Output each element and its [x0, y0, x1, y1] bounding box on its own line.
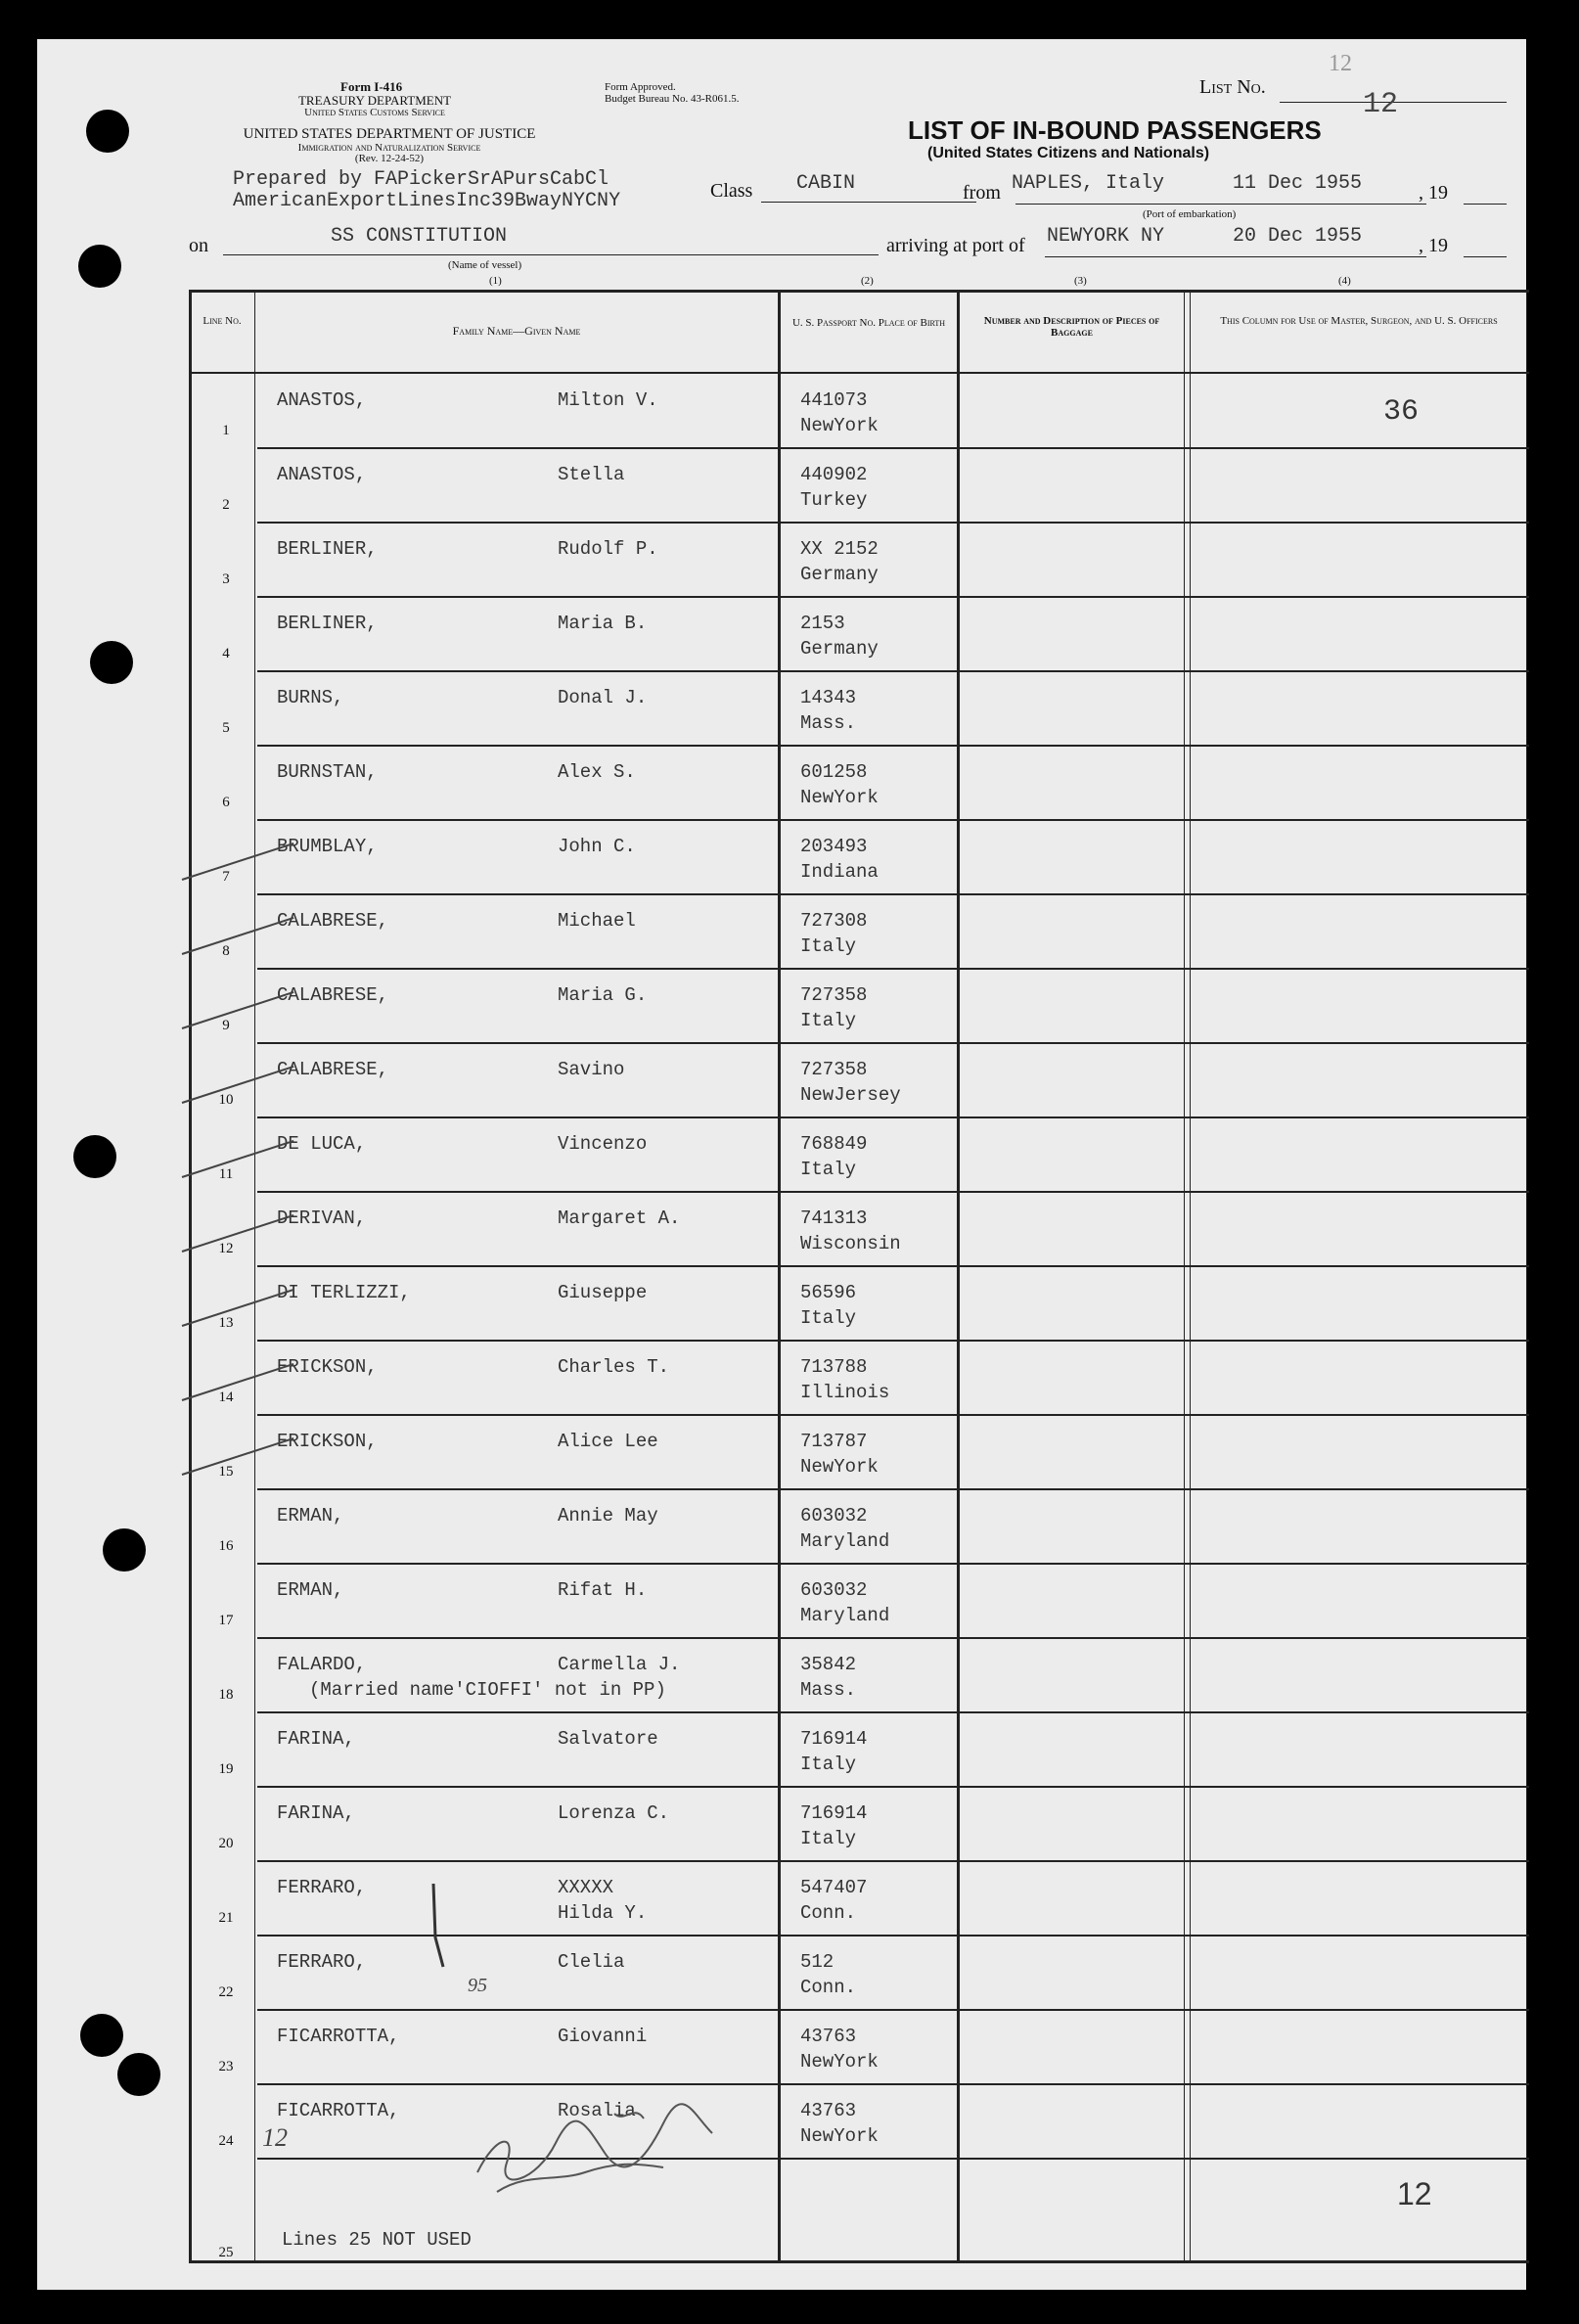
- customs-service: United States Customs Service: [304, 107, 445, 118]
- place-of-birth: NewYork: [800, 787, 879, 808]
- line-number: 10: [218, 1092, 234, 1108]
- table-row: [37, 1489, 1526, 1564]
- line-number: 13: [218, 1315, 234, 1331]
- family-name: BURNS,: [277, 687, 344, 708]
- family-name: BRUMBLAY,: [277, 836, 378, 857]
- passport-number: 727358: [800, 984, 868, 1006]
- binder-hole: [86, 110, 129, 153]
- family-name: FICARROTTA,: [277, 2026, 400, 2047]
- place-of-birth: Italy: [800, 1159, 857, 1180]
- family-name: CALABRESE,: [277, 984, 389, 1006]
- family-name: CALABRESE,: [277, 1059, 389, 1080]
- passport-number: XX 2152: [800, 538, 879, 560]
- treasury-dept: TREASURY DEPARTMENT: [297, 93, 452, 108]
- vessel-name: SS CONSTITUTION: [331, 225, 508, 248]
- passport-number: 441073: [800, 389, 868, 411]
- form-approved: Form Approved.: [605, 81, 676, 93]
- table-row: [37, 1043, 1526, 1117]
- place-of-birth: NewYork: [800, 415, 879, 436]
- line-number: 22: [218, 1984, 234, 2000]
- place-of-birth: Mass.: [800, 712, 857, 734]
- place-of-birth: NewYork: [800, 2125, 879, 2147]
- vessel-label: (Name of vessel): [448, 259, 522, 271]
- line-number: 9: [222, 1018, 230, 1033]
- col-name: Family Name—Given Name: [452, 324, 581, 338]
- passport-number: 2153: [800, 613, 845, 634]
- passport-number: 716914: [800, 1728, 868, 1750]
- revision: (Rev. 12-24-52): [354, 153, 425, 164]
- place-of-birth: Illinois: [800, 1382, 890, 1403]
- given-name: Donal J.: [558, 687, 648, 708]
- line-number: 12: [218, 1241, 234, 1256]
- table-right-border: [1526, 290, 1527, 2260]
- prepared-by-line2: AmericanExportLinesInc39BwayNYCNY: [233, 190, 621, 212]
- bracket-mark: [424, 1879, 463, 1977]
- family-name: BURNSTAN,: [277, 761, 378, 783]
- given-name: Rosalia: [558, 2100, 636, 2121]
- line-number: 8: [222, 943, 230, 959]
- line-number: 2: [222, 497, 230, 513]
- class-value: CABIN: [796, 172, 856, 195]
- family-name: FARINA,: [277, 1728, 355, 1750]
- line-number: 16: [218, 1538, 234, 1554]
- given-name: Michael: [558, 910, 636, 932]
- year-suffix: , 19: [1419, 182, 1448, 204]
- given-name: Maria B.: [558, 613, 648, 634]
- family-name: BERLINER,: [277, 538, 378, 560]
- port-embark-label: (Port of embarkation): [1143, 208, 1237, 220]
- line-number: 25: [218, 2245, 234, 2260]
- table-bottom-rule: [189, 2260, 1529, 2263]
- binder-hole: [90, 641, 133, 684]
- given-name: XXXXX: [558, 1877, 614, 1898]
- vessel-underline: [223, 254, 879, 255]
- table-row: [37, 1117, 1526, 1192]
- family-name: CALABRESE,: [277, 910, 389, 932]
- family-name: BERLINER,: [277, 613, 378, 634]
- binder-hole: [117, 2053, 160, 2096]
- passport-number: 43763: [800, 2026, 857, 2047]
- given-name: Stella: [558, 464, 625, 485]
- family-name: FARINA,: [277, 1802, 355, 1824]
- passport-number: 35842: [800, 1654, 857, 1675]
- line-number: 5: [222, 720, 230, 736]
- family-name: ANASTOS,: [277, 389, 367, 411]
- table-row: [37, 1415, 1526, 1489]
- given-name: Milton V.: [558, 389, 658, 411]
- place-of-birth: Italy: [800, 935, 857, 957]
- table-row: [37, 894, 1526, 969]
- family-name: FERRARO,: [277, 1951, 367, 1973]
- year-underline-2: [1464, 256, 1507, 257]
- given-name: Salvatore: [558, 1728, 658, 1750]
- line-number: 21: [218, 1910, 234, 1926]
- line-number: 1: [222, 423, 230, 438]
- table-row: [37, 2010, 1526, 2084]
- from-date: 11 Dec 1955: [1233, 172, 1363, 195]
- given-name: Rudolf P.: [558, 538, 658, 560]
- family-name: DE LUCA,: [277, 1133, 367, 1155]
- passport-number: 547407: [800, 1877, 868, 1898]
- manifest-page: [37, 39, 1526, 2290]
- arrival-underline: [1045, 256, 1426, 257]
- prepared-by-line1: Prepared by FAPickerSrAPursCabCl: [233, 168, 609, 191]
- col-num-4: (4): [1338, 275, 1351, 287]
- given-name: Carmella J.: [558, 1654, 681, 1675]
- line-number: 14: [218, 1390, 234, 1405]
- table-row: [37, 1564, 1526, 1638]
- line-number: 7: [222, 869, 230, 885]
- col-passport: U. S. Passport No. Place of Birth: [791, 317, 946, 329]
- place-of-birth: Italy: [800, 1754, 857, 1775]
- passport-number: 601258: [800, 761, 868, 783]
- arrival-port: NEWYORK NY: [1047, 225, 1165, 248]
- passport-number: 203493: [800, 836, 868, 857]
- given-name: Annie May: [558, 1505, 658, 1527]
- given-name: John C.: [558, 836, 636, 857]
- table-row: [37, 1266, 1526, 1341]
- place-of-birth: Germany: [800, 638, 879, 660]
- col-officers: This Column for Use of Master, Surgeon, and U. S. Officers: [1220, 315, 1498, 327]
- given-name-corrected: Hilda Y.: [558, 1902, 648, 1924]
- line-number: 17: [218, 1613, 234, 1628]
- handwritten-mark-22: 95: [468, 1975, 487, 1996]
- form-title: LIST OF IN-BOUND PASSENGERS: [908, 115, 1322, 145]
- family-name: ERICKSON,: [277, 1356, 378, 1378]
- family-name: FERRARO,: [277, 1877, 367, 1898]
- passport-number: 741313: [800, 1208, 868, 1229]
- line-number: 6: [222, 795, 230, 810]
- from-underline: [1015, 204, 1426, 205]
- table-top-rule: [189, 290, 1529, 293]
- place-of-birth: Wisconsin: [800, 1233, 901, 1254]
- table-row: [37, 2084, 1526, 2159]
- family-name: DI TERLIZZI,: [277, 1282, 411, 1303]
- line-number: 4: [222, 646, 230, 661]
- col-num-2: (2): [861, 275, 874, 287]
- unused-note: Lines 25 NOT USED: [282, 2229, 472, 2251]
- class-label: Class: [710, 180, 753, 202]
- line-number: 15: [218, 1464, 234, 1480]
- form-number: Form I-416: [340, 79, 403, 94]
- table-row: [37, 969, 1526, 1043]
- family-name: DERIVAN,: [277, 1208, 367, 1229]
- table-row: [37, 597, 1526, 671]
- table-row: [37, 1341, 1526, 1415]
- given-name: Alice Lee: [558, 1431, 658, 1452]
- line-number: 24: [218, 2133, 234, 2149]
- officer-signature: [468, 2094, 722, 2202]
- form-subtitle: (United States Citizens and Nationals): [927, 145, 1210, 161]
- family-name: ERMAN,: [277, 1505, 344, 1527]
- passport-number: 727358: [800, 1059, 868, 1080]
- given-name: Savino: [558, 1059, 625, 1080]
- binder-hole: [80, 2014, 123, 2057]
- place-of-birth: Turkey: [800, 489, 868, 511]
- table-row: [37, 671, 1526, 746]
- table-row: [37, 523, 1526, 597]
- passport-number: 512: [800, 1951, 835, 1973]
- table-row: [37, 1787, 1526, 1861]
- passport-number: 716914: [800, 1802, 868, 1824]
- table-row: [37, 820, 1526, 894]
- married-name-note: (Married name'CIOFFI' not in PP): [309, 1679, 666, 1701]
- table-row: [37, 1936, 1526, 2010]
- col-line-no: Line No.: [203, 315, 242, 327]
- binder-hole: [78, 245, 121, 288]
- given-name: Vincenzo: [558, 1133, 648, 1155]
- place-of-birth: Italy: [800, 1010, 857, 1031]
- arrival-date: 20 Dec 1955: [1233, 225, 1363, 248]
- from-label: from: [963, 182, 1001, 204]
- family-name: FALARDO,: [277, 1654, 367, 1675]
- passport-number: 603032: [800, 1505, 868, 1527]
- year-underline: [1464, 204, 1507, 205]
- given-name: Alex S.: [558, 761, 636, 783]
- binder-hole: [103, 1528, 146, 1572]
- given-name: Clelia: [558, 1951, 625, 1973]
- given-name: Charles T.: [558, 1356, 670, 1378]
- given-name: Margaret A.: [558, 1208, 681, 1229]
- place-of-birth: Mass.: [800, 1679, 857, 1701]
- table-row: [37, 1712, 1526, 1787]
- table-row: [37, 448, 1526, 523]
- passport-number: 56596: [800, 1282, 857, 1303]
- justice-dept: UNITED STATES DEPARTMENT OF JUSTICE: [243, 126, 536, 142]
- family-name: ERICKSON,: [277, 1431, 378, 1452]
- col-num-3: (3): [1074, 275, 1087, 287]
- list-no-value: 12: [1363, 88, 1399, 121]
- line-number: 20: [218, 1836, 234, 1851]
- family-name: ERMAN,: [277, 1579, 344, 1601]
- budget-bureau: Budget Bureau No. 43-R061.5.: [605, 93, 740, 105]
- col-num-1: (1): [489, 275, 502, 287]
- passport-number: 713788: [800, 1356, 868, 1378]
- place-of-birth: Italy: [800, 1307, 857, 1329]
- passport-number: 43763: [800, 2100, 857, 2121]
- place-of-birth: NewJersey: [800, 1084, 901, 1106]
- line-number: 23: [218, 2059, 234, 2074]
- year-suffix-2: , 19: [1419, 235, 1448, 256]
- given-name: Giuseppe: [558, 1282, 648, 1303]
- passport-number: 713787: [800, 1431, 868, 1452]
- line-number: 3: [222, 571, 230, 587]
- family-name: ANASTOS,: [277, 464, 367, 485]
- line-number: 19: [218, 1761, 234, 1777]
- officer-note-36: 36: [1383, 395, 1420, 429]
- ins-service: Immigration and Naturalization Service: [297, 142, 481, 154]
- table-row: [37, 1192, 1526, 1266]
- place-of-birth: Conn.: [800, 1902, 857, 1924]
- family-name: FICARROTTA,: [277, 2100, 400, 2121]
- line-number: 18: [218, 1687, 234, 1703]
- given-name: Maria G.: [558, 984, 648, 1006]
- col-baggage: Number and Description of Pieces of Baggage: [983, 315, 1160, 339]
- passport-number: 768849: [800, 1133, 868, 1155]
- table-row: [37, 746, 1526, 820]
- place-of-birth: Maryland: [800, 1530, 890, 1552]
- passport-number: 727308: [800, 910, 868, 932]
- passport-number: 603032: [800, 1579, 868, 1601]
- from-port: NAPLES, Italy: [1012, 172, 1165, 195]
- given-name: Rifat H.: [558, 1579, 648, 1601]
- place-of-birth: NewYork: [800, 1456, 879, 1478]
- binder-hole: [73, 1135, 116, 1178]
- class-underline: [761, 202, 976, 203]
- footer-stamp-number: 12: [1397, 2176, 1432, 2211]
- passport-number: 14343: [800, 687, 857, 708]
- table-row: [37, 1638, 1526, 1712]
- place-of-birth: Italy: [800, 1828, 857, 1849]
- list-no-faint: 12: [1329, 51, 1352, 76]
- arriving-label: arriving at port of: [886, 235, 1025, 256]
- table-row-unused: [37, 2186, 1526, 2260]
- handwritten-mark-24: 12: [262, 2123, 288, 2152]
- row-rule: [257, 2158, 1529, 2160]
- place-of-birth: NewYork: [800, 2051, 879, 2073]
- passport-number: 440902: [800, 464, 868, 485]
- given-name: Lorenza C.: [558, 1802, 670, 1824]
- place-of-birth: Maryland: [800, 1605, 890, 1626]
- on-label: on: [189, 235, 208, 256]
- given-name: Giovanni: [558, 2026, 648, 2047]
- list-no-label: List No.: [1199, 76, 1266, 98]
- line-number: 11: [218, 1166, 234, 1182]
- place-of-birth: Germany: [800, 564, 879, 585]
- place-of-birth: Conn.: [800, 1977, 857, 1998]
- table-row: [37, 1861, 1526, 1936]
- place-of-birth: Indiana: [800, 861, 879, 883]
- table-row: [37, 374, 1526, 448]
